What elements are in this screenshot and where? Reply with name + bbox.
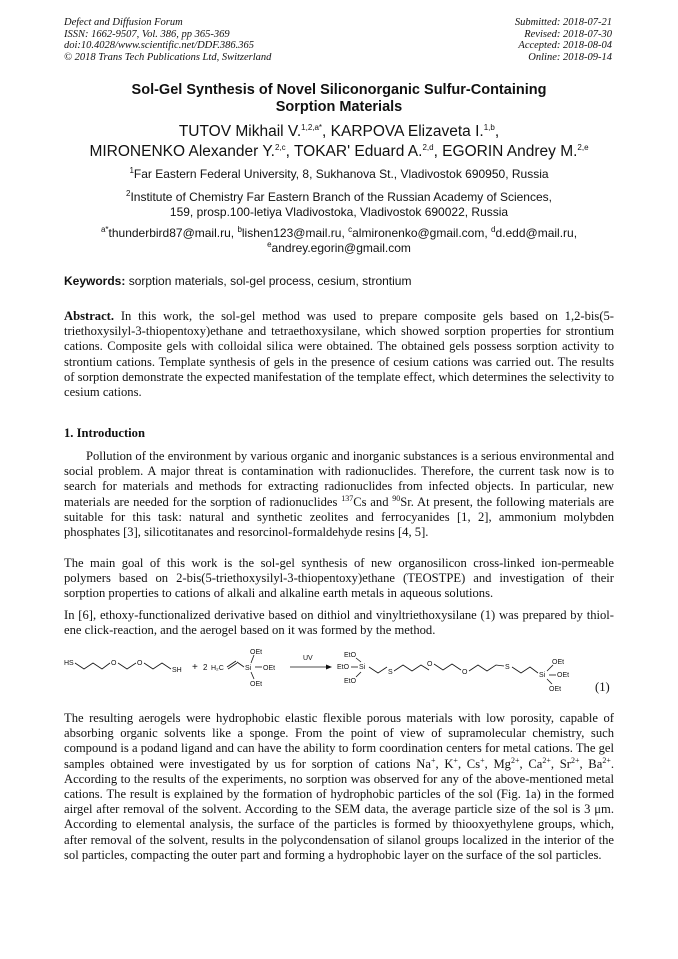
abstract-label: Abstract.	[64, 309, 115, 323]
plus-sign: +	[192, 662, 198, 673]
silicon-label: Si	[359, 664, 366, 671]
author-name: , KARPOVA Elizaveta I.	[322, 123, 484, 140]
affiliation-text: Far Eastern Federal University, 8, Sukhanova St., Vladivostok 690950, Russia	[133, 167, 549, 181]
ethoxy-label: OEt	[263, 665, 276, 672]
revised-date: Revised: 2018-07-30	[524, 28, 612, 40]
silicon-label: Si	[245, 665, 252, 672]
affiliation-1	[54, 167, 624, 182]
charge-sup: +	[453, 755, 458, 765]
text-run: . According to the results of the experiments, no sorption was observed for any of the above-mentioned metal cations. The result is explained by the formation of hydrophobic particles of the sol (Fig. 1a) in the formed airgel after removal of the solvent. According to the SEM data, the average particle size of the sol is 3 μm. According to elemental analysis, the surface of the particles is formed by thiooxyethylene groups, which, after removal of the solvent, results in the polycondensation of silanol groups localized in the interior of the sol particles, compacting the outer part and forming a hydrophobic layer on the surface of the sol particles.	[64, 756, 614, 862]
text-run: , Mg	[484, 756, 511, 771]
text-run: Cs and	[353, 494, 393, 509]
author-name: TUTOV Mikhail V.	[178, 123, 302, 140]
charge-sup: +	[430, 755, 436, 765]
email-line-2	[54, 241, 624, 256]
charge-sup: +	[480, 755, 485, 765]
equation-number: (1)	[595, 680, 610, 694]
email-list	[54, 226, 624, 256]
email-line-1	[54, 226, 624, 241]
author-name: , EGORIN Andrey M.	[433, 143, 578, 160]
email-sup: e	[267, 240, 272, 249]
reaction-scheme	[64, 646, 614, 694]
author-sup: 1,2,a*	[301, 122, 323, 132]
affiliation-2	[54, 190, 624, 220]
email-sup: a*	[100, 225, 109, 234]
author-list	[54, 122, 624, 162]
intro-paragraph-1	[64, 449, 614, 540]
ethoxy-label: OEt	[552, 659, 565, 666]
uv-label: UV	[303, 655, 313, 662]
affiliation-sup: 2	[126, 189, 131, 198]
email-link[interactable]: thunderbird87@mail.ru,	[108, 226, 238, 240]
text-run: , Cs	[457, 756, 481, 771]
copyright-line: © 2018 Trans Tech Publications Ltd, Switzerland	[64, 51, 272, 63]
text-run: , Ca	[519, 756, 543, 771]
thiol-label: HS	[64, 660, 74, 667]
charge-sup: 2+	[570, 755, 580, 765]
sulfur-label: S	[505, 664, 510, 671]
online-date: Online: 2018-09-14	[528, 51, 612, 63]
text-run: , Ba	[579, 756, 603, 771]
authors-line-1: TUTOV Mikhail V.$^{1,2,a*}$, KARPOVA Elizaveta I.$^{1,b}$,	[178, 122, 500, 140]
abstract	[64, 309, 614, 400]
sulfur-label: S	[388, 669, 393, 676]
keywords-label: Keywords:	[64, 274, 126, 288]
vinyl-label: H₂C	[211, 665, 224, 672]
thiol-label: SH	[172, 667, 182, 674]
author-sup: 2,e	[577, 142, 589, 152]
author-name: , TOKAR' Eduard A.	[285, 143, 423, 160]
author-sup: 2,c	[274, 142, 286, 152]
ethoxy-label: OEt	[557, 672, 570, 679]
title-line-1: Sol-Gel Synthesis of Novel Siliconorganic Sulfur-Containing	[131, 82, 547, 98]
email-sup: b	[237, 225, 242, 234]
coefficient: 2	[203, 663, 208, 672]
text-run: The resulting aerogels were hydrophobic elastic flexible porous materials with low porosity, capable of absorbing organic solvents like a sponge. From the point of view of supramolecular chemistry, such compound is a podand ligand and can have the ability to form coordination centers for metal cations. The gel samples obtained were investigated by us for sorption of cations Na	[64, 711, 614, 771]
email-link[interactable]: d.edd@mail.ru,	[495, 226, 578, 240]
ethoxy-label: EtO	[344, 652, 357, 659]
affiliation-text: Institute of Chemistry Far Eastern Branch of the Russian Academy of Sciences,	[130, 190, 552, 204]
isotope-sup: 90	[392, 493, 401, 503]
oxygen-label: O	[137, 660, 143, 667]
intro-paragraph-4	[64, 711, 614, 863]
ethoxy-label: EtO	[344, 678, 357, 685]
accepted-date: Accepted: 2018-08-04	[518, 40, 612, 51]
submitted-date: Submitted: 2018-07-21	[514, 17, 612, 28]
doi-line: doi:10.4028/www.scientific.net/DDF.386.365	[64, 40, 255, 51]
title-line-2: Sorption Materials	[275, 99, 403, 115]
silicon-label: Si	[539, 672, 546, 679]
isotope-sup: 137	[341, 493, 354, 503]
authors-line-2	[54, 142, 624, 162]
section-heading: 1. Introduction	[64, 426, 145, 440]
ethoxy-label: OEt	[250, 681, 263, 688]
text-run: Pollution of the environment by various organic and inorganic substances is a serious environmental and social problem. A major threat is contamination with radionuclides. Therefore, the current task now is to search for materials and methods for extracting radionuclides from infected objects. In particular, new materials are needed for the sorption of radionuclides	[64, 449, 614, 509]
ethoxy-label: EtO	[337, 664, 350, 671]
author-sup: 1,b	[483, 122, 495, 132]
charge-sup: 2+	[602, 755, 611, 765]
dates-header	[515, 17, 612, 63]
author-name: MIRONENKO Alexander Y.	[89, 143, 275, 160]
affiliation-2-line-1	[54, 190, 624, 205]
email-sup: d	[491, 225, 496, 234]
text-run: , K	[435, 756, 454, 771]
email-link[interactable]: almironenko@gmail.com,	[352, 226, 492, 240]
email-sup: c	[348, 225, 353, 234]
journal-header	[64, 17, 271, 63]
text-run: , Sr	[550, 756, 571, 771]
charge-sup: 2+	[510, 755, 520, 765]
ethoxy-label: OEt	[250, 649, 263, 656]
affiliation-address: 159, prosp.100-letiya Vladivostoka, Vladivostok 690022, Russia	[169, 205, 509, 219]
author-sup: 2,d	[422, 142, 434, 152]
oxygen-label: O	[111, 660, 117, 667]
intro-paragraph-2: The main goal of this work is the sol-gel synthesis of new organosilicon cross-linked ion-permeable polymers based on 2-bis(5-triethoxysilyl-3-thiopentoxy)ethane (TEOSTPE) and investigation of their sorption properties to cations of alkali and alkaline earth metals in aqueous solutions.	[64, 556, 614, 601]
intro-paragraph-3: In [6], ethoxy-functionalized derivative based on dithiol and vinyltriethoxysilane (1) was prepared by thiol-ene click-reaction, and the aerogel based on it was formed by the method.	[64, 608, 614, 638]
affiliation-sup: 1	[129, 166, 134, 175]
journal-name: Defect and Diffusion Forum	[64, 17, 183, 28]
issn-line: ISSN: 1662-9507, Vol. 386, pp 365-369	[64, 28, 230, 40]
email-link[interactable]: lishen123@mail.ru,	[241, 226, 349, 240]
paper-title	[64, 82, 614, 116]
text-run: Sr. At present, the following materials are suitable for this task: natural and synthetic zeolites and ferrocyanides [1, 2], ammonium molybden phosphates [3], silicotitanates and resorcinol-formaldehyde resins [4, 5].	[64, 494, 614, 540]
keywords	[64, 274, 614, 288]
abstract-text: In this work, the sol-gel method was used to prepare composite gels based on 1,2-bis(5-triethoxysilyl-3-thiopentoxy)ethane and tetraethoxysilane, which showed sorption properties for strontium cations. Composite gels with colloidal silica were obtained. The obtained gels possess sorption activity to strontium cations. Template synthesis of gels in the presence of cesium cations was carried out. The results of sorption demonstrate the expected manifestation of the template effect, which determines the selectivity to cesium cations.	[64, 309, 614, 400]
charge-sup: 2+	[542, 755, 551, 765]
keywords-text: sorption materials, sol-gel process, cesium, strontium	[125, 274, 412, 288]
oxygen-label: O	[462, 669, 468, 676]
oxygen-label: O	[427, 661, 433, 668]
ethoxy-label: OEt	[549, 686, 562, 693]
email-link[interactable]: andrey.egorin@gmail.com	[271, 241, 411, 255]
